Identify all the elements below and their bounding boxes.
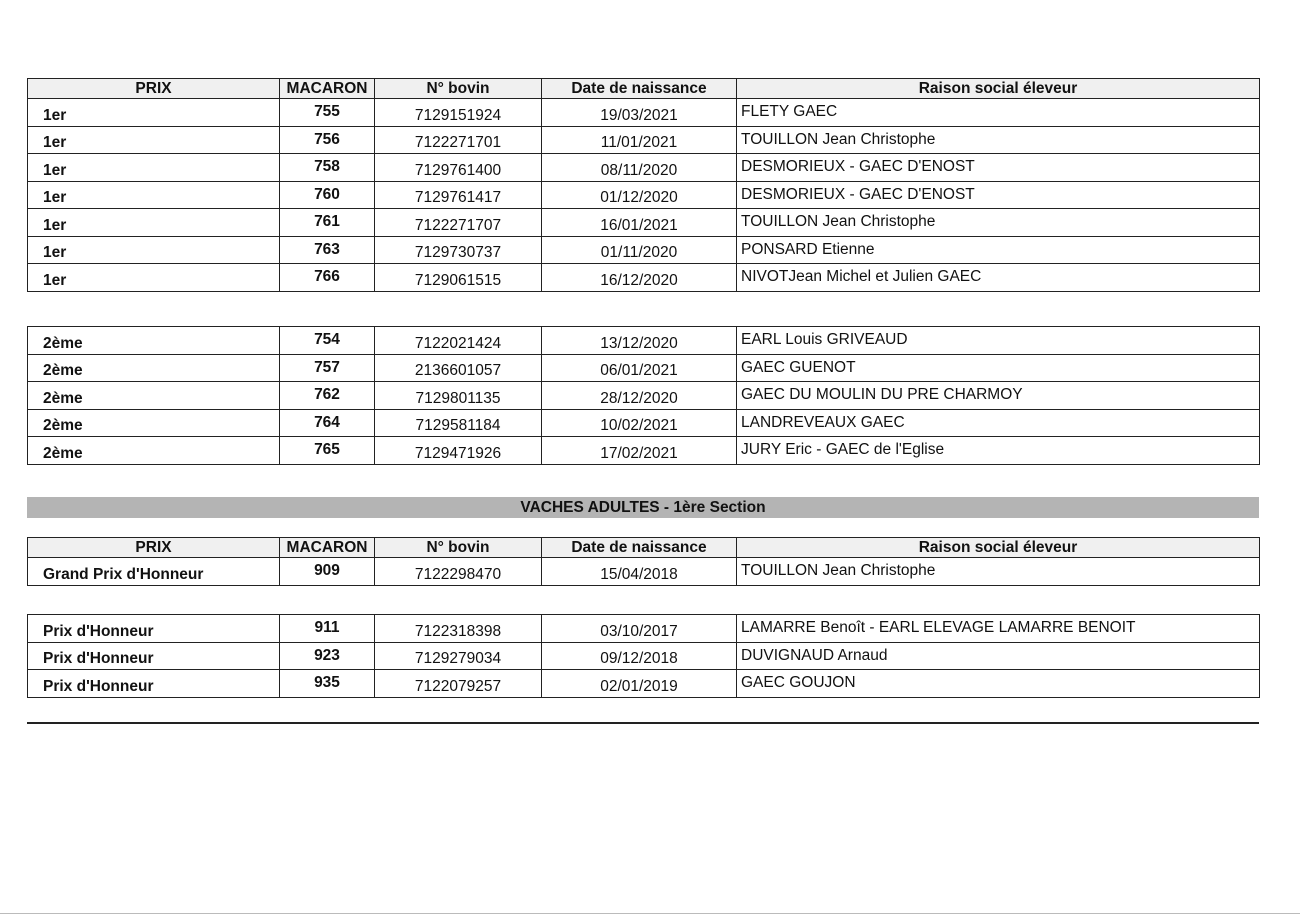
cell-eleveur: DESMORIEUX - GAEC D'ENOST [737, 181, 1260, 209]
cell-date: 15/04/2018 [542, 558, 737, 586]
cell-bovin: 7122298470 [375, 558, 542, 586]
group-1er-body [28, 99, 1260, 292]
table-row [28, 126, 1260, 154]
table-row [28, 154, 1260, 182]
cell-date: 28/12/2020 [542, 382, 737, 410]
cell-date: 13/12/2020 [542, 327, 737, 355]
cell-macaron: 758 [280, 154, 375, 182]
cell-date: 09/12/2018 [542, 642, 737, 670]
table-row [28, 327, 1260, 355]
cell-prix: 2ème [28, 327, 280, 355]
cell-bovin: 7122271701 [375, 126, 542, 154]
cell-bovin: 7129581184 [375, 409, 542, 437]
table-row [28, 209, 1260, 237]
table-header-row [28, 538, 1260, 558]
header-bovin: N° bovin [375, 538, 542, 558]
table-row [28, 382, 1260, 410]
cell-prix: Prix d'Honneur [28, 670, 280, 698]
cell-macaron: 762 [280, 382, 375, 410]
table-row [28, 558, 1260, 586]
cell-prix: Prix d'Honneur [28, 615, 280, 643]
table-row [28, 642, 1260, 670]
cell-macaron: 756 [280, 126, 375, 154]
cell-bovin: 7129279034 [375, 642, 542, 670]
cell-date: 06/01/2021 [542, 354, 737, 382]
cell-macaron: 765 [280, 437, 375, 465]
table-row [28, 99, 1260, 127]
group-grand-prix-body [28, 558, 1260, 586]
cell-date: 19/03/2021 [542, 99, 737, 127]
cell-date: 01/11/2020 [542, 236, 737, 264]
cell-eleveur: LAMARRE Benoît - EARL ELEVAGE LAMARRE BENOIT [737, 615, 1260, 643]
cell-macaron: 764 [280, 409, 375, 437]
cell-prix: 1er [28, 181, 280, 209]
cell-eleveur: TOUILLON Jean Christophe [737, 209, 1260, 237]
header-macaron: MACARON [280, 79, 375, 99]
cell-prix: 1er [28, 99, 280, 127]
cell-bovin: 7129151924 [375, 99, 542, 127]
cell-prix: 2ème [28, 409, 280, 437]
header-eleveur: Raison social éleveur [737, 79, 1260, 99]
cell-eleveur: TOUILLON Jean Christophe [737, 126, 1260, 154]
cell-eleveur: TOUILLON Jean Christophe [737, 558, 1260, 586]
cell-bovin: 7122021424 [375, 327, 542, 355]
cell-bovin: 7129730737 [375, 236, 542, 264]
bottom-rule [27, 722, 1259, 724]
results-table-grand-prix [27, 537, 1260, 586]
table-row [28, 670, 1260, 698]
cell-eleveur: JURY Eric - GAEC de l'Eglise [737, 437, 1260, 465]
table-row [28, 236, 1260, 264]
cell-macaron: 909 [280, 558, 375, 586]
cell-eleveur: GAEC GUENOT [737, 354, 1260, 382]
cell-macaron: 757 [280, 354, 375, 382]
cell-date: 16/01/2021 [542, 209, 737, 237]
cell-prix: 1er [28, 236, 280, 264]
cell-bovin: 7129761417 [375, 181, 542, 209]
cell-prix: Prix d'Honneur [28, 642, 280, 670]
cell-prix: 1er [28, 154, 280, 182]
header-eleveur: Raison social éleveur [737, 538, 1260, 558]
cell-prix: 2ème [28, 437, 280, 465]
cell-eleveur: FLETY GAEC [737, 99, 1260, 127]
cell-date: 08/11/2020 [542, 154, 737, 182]
cell-eleveur: DUVIGNAUD Arnaud [737, 642, 1260, 670]
cell-prix: Grand Prix d'Honneur [28, 558, 280, 586]
group-prix-honneur-body [28, 615, 1260, 698]
cell-bovin: 7122079257 [375, 670, 542, 698]
cell-eleveur: DESMORIEUX - GAEC D'ENOST [737, 154, 1260, 182]
results-table-prix-honneur [27, 614, 1260, 698]
cell-macaron: 763 [280, 236, 375, 264]
cell-date: 01/12/2020 [542, 181, 737, 209]
cell-macaron: 911 [280, 615, 375, 643]
cell-prix: 1er [28, 264, 280, 292]
cell-macaron: 761 [280, 209, 375, 237]
cell-bovin: 7122318398 [375, 615, 542, 643]
group-2eme-body [28, 327, 1260, 465]
cell-date: 03/10/2017 [542, 615, 737, 643]
cell-bovin: 7129801135 [375, 382, 542, 410]
header-prix: PRIX [28, 538, 280, 558]
header-macaron: MACARON [280, 538, 375, 558]
cell-bovin: 7122271707 [375, 209, 542, 237]
cell-macaron: 755 [280, 99, 375, 127]
cell-eleveur: EARL Louis GRIVEAUD [737, 327, 1260, 355]
cell-bovin: 7129761400 [375, 154, 542, 182]
table-row [28, 437, 1260, 465]
cell-macaron: 754 [280, 327, 375, 355]
cell-prix: 2ème [28, 382, 280, 410]
cell-date: 10/02/2021 [542, 409, 737, 437]
cell-eleveur: GAEC GOUJON [737, 670, 1260, 698]
header-prix: PRIX [28, 79, 280, 99]
table-row [28, 181, 1260, 209]
table-header-row [28, 79, 1260, 99]
section-title-bar: VACHES ADULTES - 1ère Section [27, 497, 1259, 518]
cell-eleveur: GAEC DU MOULIN DU PRE CHARMOY [737, 382, 1260, 410]
cell-eleveur: NIVOTJean Michel et Julien GAEC [737, 264, 1260, 292]
cell-prix: 1er [28, 209, 280, 237]
table-row [28, 264, 1260, 292]
header-bovin: N° bovin [375, 79, 542, 99]
results-table-2eme [27, 326, 1260, 465]
table-row [28, 615, 1260, 643]
cell-macaron: 923 [280, 642, 375, 670]
cell-macaron: 935 [280, 670, 375, 698]
header-date: Date de naissance [542, 538, 737, 558]
cell-date: 11/01/2021 [542, 126, 737, 154]
cell-macaron: 760 [280, 181, 375, 209]
cell-eleveur: PONSARD Etienne [737, 236, 1260, 264]
cell-date: 17/02/2021 [542, 437, 737, 465]
header-date: Date de naissance [542, 79, 737, 99]
cell-date: 16/12/2020 [542, 264, 737, 292]
cell-macaron: 766 [280, 264, 375, 292]
page-edge [0, 913, 1300, 914]
cell-bovin: 7129471926 [375, 437, 542, 465]
cell-prix: 2ème [28, 354, 280, 382]
cell-eleveur: LANDREVEAUX GAEC [737, 409, 1260, 437]
cell-date: 02/01/2019 [542, 670, 737, 698]
cell-bovin: 2136601057 [375, 354, 542, 382]
cell-bovin: 7129061515 [375, 264, 542, 292]
table-row [28, 409, 1260, 437]
cell-prix: 1er [28, 126, 280, 154]
results-table-1er [27, 78, 1260, 292]
table-row [28, 354, 1260, 382]
